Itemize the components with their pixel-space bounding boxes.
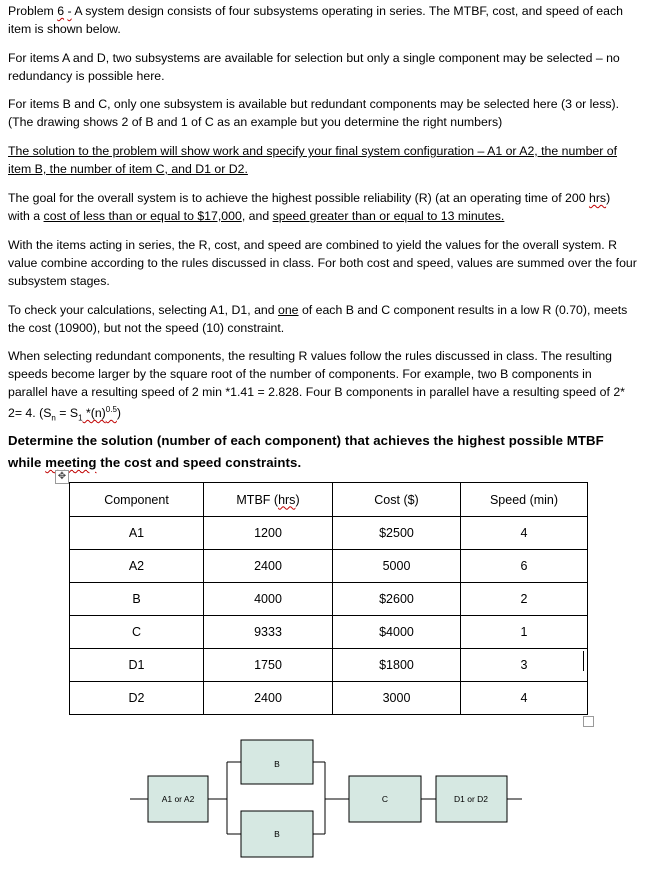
text-run: , and — [241, 209, 273, 223]
cell-mtbf: 2400 — [204, 550, 333, 583]
header-component: Component — [70, 483, 204, 517]
cell-mtbf: 2400 — [204, 682, 333, 715]
text-run: = S — [55, 406, 79, 421]
text-run: Determine the solution (number of each component) that achieves the highest possible MTBF — [8, 433, 604, 448]
subscript-n: n — [51, 413, 56, 423]
block-c-label: C — [381, 794, 389, 804]
text-run: With the items acting in series, the R, cost, and speed are combined to yield the values for the overall system. R — [8, 238, 617, 252]
table-row — [70, 517, 588, 550]
text-run: the cost (10900), but not the speed (10) constraint. — [8, 321, 285, 335]
subscript-1: 1 — [78, 413, 83, 423]
cell-speed: 3 — [461, 649, 588, 682]
cell-component: C — [70, 616, 204, 649]
text-run: value combine according to the rules discussed in class. For both cost and speed, values are summed over the four — [8, 256, 637, 270]
text-run: For items B and C, only one subsystem is available but redundant components may be selected here (3 or less). — [8, 97, 620, 111]
hrs-word: hrs — [278, 492, 296, 507]
text-run: with a — [8, 209, 44, 223]
block-b-bottom-label: B — [274, 829, 280, 839]
problem-number: 6 — [57, 4, 65, 18]
text-run: item is shown below. — [8, 22, 121, 36]
text-run: while — [8, 455, 46, 470]
text-run: item B, the number of item C, and D1 or D2. — [8, 162, 248, 176]
paragraph-goal — [8, 189, 648, 225]
text-run: ) — [606, 191, 611, 205]
meeting-word: meeting — [45, 455, 97, 470]
cell-cost: 5000 — [333, 550, 461, 583]
component-table — [69, 482, 588, 715]
cost-constraint: cost of less than or equal to $17,000 — [43, 209, 242, 223]
text-run: redundancy is possible here. — [8, 69, 165, 83]
header-speed: Speed (min) — [461, 483, 588, 517]
cell-speed: 1 — [461, 616, 588, 649]
paragraph-redundancy-rules — [8, 347, 648, 428]
problem-dash: - — [67, 4, 72, 18]
cell-cost: $1800 — [333, 649, 461, 682]
text-run: speeds become larger by the square root of the number of components. For example, two B components in — [8, 367, 592, 381]
cell-component: A2 — [70, 550, 204, 583]
hrs-word: hrs — [588, 191, 607, 205]
paragraph-solution-requirements — [8, 142, 648, 178]
cell-mtbf: 9333 — [204, 616, 333, 649]
cell-speed: 2 — [461, 583, 588, 616]
cell-cost: $4000 — [333, 616, 461, 649]
formula-exponent — [83, 406, 117, 420]
paragraph-items-a-d — [8, 49, 648, 85]
text-run: (The drawing shows 2 of B and 1 of C as an example but you determine the right numbers) — [8, 115, 503, 129]
cell-component: D1 — [70, 649, 204, 682]
table-header-row — [70, 483, 588, 517]
task-heading — [8, 430, 648, 474]
cell-component: A1 — [70, 517, 204, 550]
table-resize-handle[interactable] — [583, 716, 594, 727]
paragraph-items-b-c — [8, 95, 648, 131]
paragraph-series-rules — [8, 236, 648, 290]
text-run: The goal for the overall system is to achieve the highest possible reliability (R) (at an operating time of 200 — [8, 191, 589, 205]
text-run: ) — [116, 406, 121, 421]
superscript-exponent: 0.5 — [105, 405, 117, 414]
paragraph-problem-intro — [8, 2, 648, 38]
text-run: parallel have a resulting speed of 2 min *1.41 = 2.828. Four B components in parallel have a resulting speed of 2* — [8, 385, 625, 399]
text-run: 2= 4. (S — [8, 406, 52, 421]
speed-constraint: speed greater than or equal to 13 minutes. — [272, 209, 505, 223]
text-run: The solution to the problem will show work and specify your final system configuration – A1 or A2, the number of — [8, 144, 618, 158]
table-row — [70, 550, 588, 583]
text-run: *(n) — [82, 406, 106, 421]
cell-speed: 6 — [461, 550, 588, 583]
block-d-label: D1 or D2 — [453, 794, 489, 804]
table-row — [70, 583, 588, 616]
text-run: When selecting redundant components, the resulting R values follow the rules discussed in class. The resulting — [8, 349, 613, 363]
block-b-top-label: B — [274, 759, 280, 769]
text-run: ) — [295, 492, 300, 507]
one-word: one — [278, 303, 299, 317]
cell-mtbf: 4000 — [204, 583, 333, 616]
cell-cost: $2500 — [333, 517, 461, 550]
cell-speed: 4 — [461, 682, 588, 715]
table-row — [70, 616, 588, 649]
cell-mtbf: 1750 — [204, 649, 333, 682]
cell-component: B — [70, 583, 204, 616]
table-row — [70, 649, 588, 682]
table-row — [70, 682, 588, 715]
text-run: For items A and D, two subsystems are available for selection but only a single component may be selected – no — [8, 51, 620, 65]
text-run: A system design consists of four subsystems operating in series. The MTBF, cost, and speed of each — [71, 4, 623, 18]
cell-mtbf: 1200 — [204, 517, 333, 550]
text-run: subsystem stages. — [8, 274, 110, 288]
text-run: Problem — [8, 4, 58, 18]
text-run: MTBF ( — [236, 492, 279, 507]
text-run: of each B and C component results in a low R (0.70), meets — [298, 303, 628, 317]
system-block-diagram — [0, 730, 662, 870]
cell-cost: $2600 — [333, 583, 461, 616]
text-run: To check your calculations, selecting A1, D1, and — [8, 303, 278, 317]
header-cost: Cost ($) — [333, 483, 461, 517]
text-run: the cost and speed constraints. — [96, 455, 302, 470]
cell-component: D2 — [70, 682, 204, 715]
block-a-label: A1 or A2 — [161, 794, 195, 804]
cell-speed: 4 — [461, 517, 588, 550]
paragraph-check-calculations — [8, 301, 648, 337]
text-cursor — [583, 651, 584, 671]
cell-cost: 3000 — [333, 682, 461, 715]
table-move-handle-icon[interactable]: ✥ — [55, 470, 69, 484]
header-mtbf — [204, 483, 333, 517]
